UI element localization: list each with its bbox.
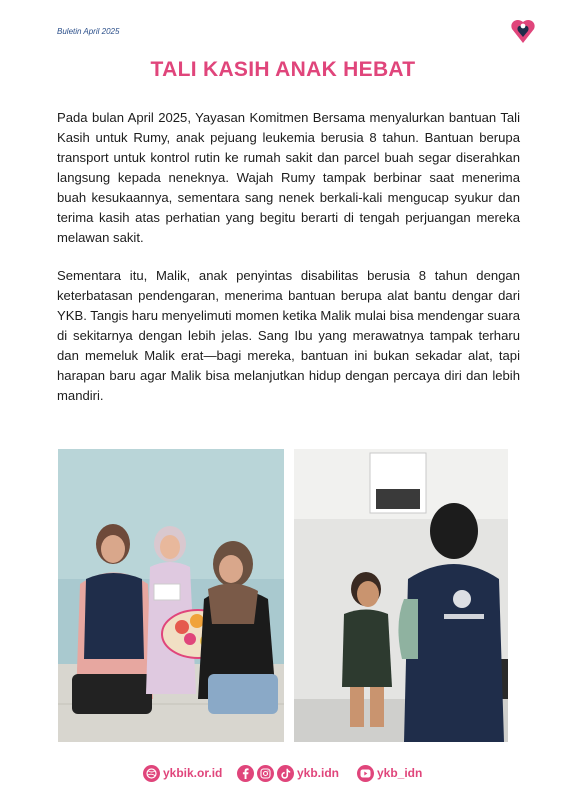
instagram-icon[interactable]: [257, 765, 274, 782]
dribbble-icon: [143, 765, 160, 782]
paragraph-rumy: Pada bulan April 2025, Yayasan Komitmen Bersama menyalurkan bantuan Tali Kasih untuk Rumy, anak pejuang leukemia berusia 8 tahun. Bantuan berupa transport untuk kontrol rutin ke rumah sakit dan parcel buah segar diserahkan langsung kepada neneknya. Wajah Rumy tampak berbinar saat menerima buah kesukaannya, sementara sang nenek berkali-kali mengucap syukur dan terima kasih atas perhatian yang begitu berarti di tengah perjuangan mereka melawan sakit.: [57, 110, 520, 245]
footer: [0, 762, 566, 784]
bulletin-label: Buletin April 2025: [57, 27, 120, 36]
paragraph-malik: Sementara itu, Malik, anak penyintas disabilitas berusia 8 tahun dengan keterbatasan pendengaran, menerima bantuan berupa alat bantu dengar dari YKB. Tangis haru menyelimuti momen ketika Malik mulai bisa mendengar suara di sekitarnya dengan lebih jelas. Sang Ibu yang merawatnya tampak terharu dan memeluk Malik erat—bagi mereka, bantuan ini bukan sekadar alat, tapi harapan baru agar Malik bisa melanjutkan hidup dengan percaya diri dan lebih mandiri.: [57, 268, 520, 403]
website-text: ykbik.or.id: [163, 766, 223, 780]
photo-malik-hearing-aid: [294, 449, 508, 742]
social-handle-text: ykb.idn: [297, 766, 340, 780]
tiktok-icon[interactable]: [277, 765, 294, 782]
page-title: TALI KASIH ANAK HEBAT: [150, 58, 416, 81]
social-links[interactable]: [237, 762, 339, 784]
youtube-link[interactable]: [357, 762, 422, 784]
ykb-logo-icon: [508, 18, 538, 46]
youtube-handle-text: ykb_idn: [377, 766, 423, 780]
facebook-icon[interactable]: [237, 765, 254, 782]
youtube-icon: [357, 765, 374, 782]
photo-rumy-fruit-parcel: [58, 449, 284, 742]
website-link[interactable]: [143, 762, 222, 784]
